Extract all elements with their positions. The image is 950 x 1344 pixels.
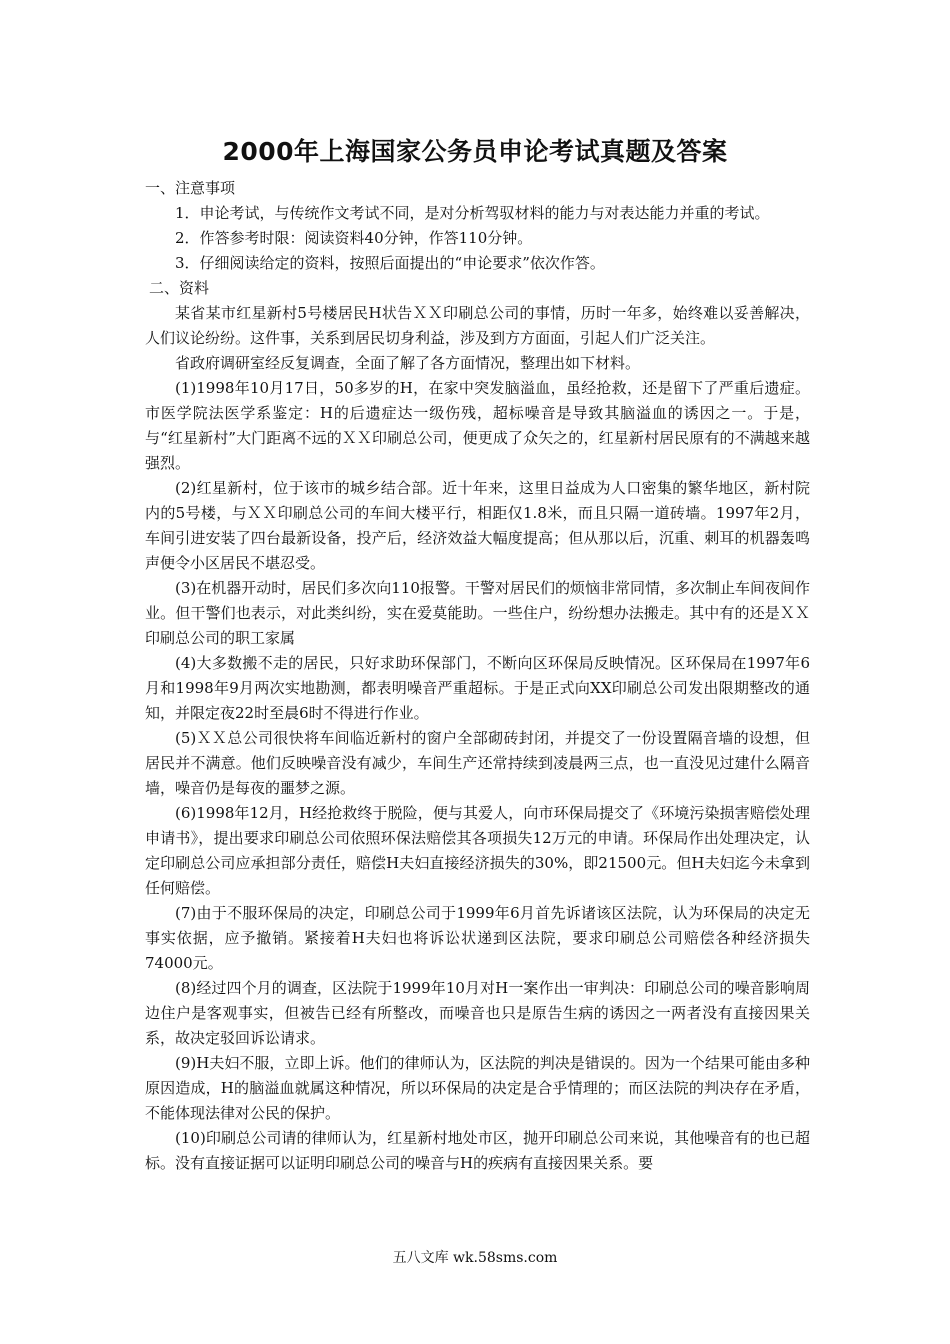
notice-item-1: 1．申论考试，与传统作文考试不同，是对分析驾驭材料的能力与对表达能力并重的考试。 xyxy=(175,204,770,222)
notice-item-2: 2．作答参考时限：阅读资料40分钟，作答110分钟。 xyxy=(175,229,533,247)
page-footer: 五八文库 wk.58sms.com xyxy=(392,1250,558,1266)
material-item-2: (2)红星新村，位于该市的城乡结合部。近十年来，这里日益成为人口密集的繁华地区，新村院内的5号楼，与ＸＸ印刷总公司的车间大楼平行，相距仅1.8米，而且只隔一道砖墙。1997年2月，车间引进安装了四台最新设备，投产后，经济效益大幅度提高；但从那以后，沉重、刺耳的机器轰鸣声便令小区居民不堪忍受。 xyxy=(145,479,810,572)
document-body xyxy=(145,176,810,1176)
material-item-3: (3)在机器开动时，居民们多次向110报警。干警对居民们的烦恼非常同情，多次制止车间夜间作业。但干警们也表示，对此类纠纷，实在爱莫能助。一些住户，纷纷想办法搬走。其中有的还是ＸＸ印刷总公司的职工家属 xyxy=(145,579,810,647)
material-summary: 省政府调研室经反复调查，全面了解了各方面情况，整理出如下材料。 xyxy=(175,354,641,372)
material-item-8: (8)经过四个月的调查，区法院于1999年10月对H一案作出一审判决：印刷总公司的噪音影响周边住户是客观事实，但被告已经有所整改，而噪音也只是原告生病的诱因之一两者没有直接因果关系，故决定驳回诉讼请求。 xyxy=(145,979,810,1047)
material-item-6: (6)1998年12月，H经抢救终于脱险，便与其爱人，向市环保局提交了《环境污染损害赔偿处理申请书》，提出要求印刷总公司依照环保法赔偿其各项损失12万元的申请。环保局作出处理决定，认定印刷总公司应承担部分责任，赔偿H夫妇直接经济损失的30%，即21500元。但H夫妇迄今未拿到任何赔偿。 xyxy=(145,804,810,897)
material-item-10: (10)印刷总公司请的律师认为，红星新村地处市区，抛开印刷总公司来说，其他噪音有的也已超标。没有直接证据可以证明印刷总公司的噪音与H的疾病有直接因果关系。要 xyxy=(145,1129,810,1172)
material-item-5: (5)ＸＸ总公司很快将车间临近新村的窗户全部砌砖封闭，并提交了一份设置隔音墙的设想，但居民并不满意。他们反映噪音没有减少，车间生产还常持续到凌晨两三点，也一直没见过建什么隔音墙，噪音仍是每夜的噩梦之源。 xyxy=(145,729,810,797)
section-heading-materials: 二、资料 xyxy=(149,279,210,297)
section-heading-notice: 一、注意事项 xyxy=(145,179,236,197)
material-intro: 某省某市红星新村5号楼居民H状告ＸＸ印刷总公司的事情，历时一年多，始终难以妥善解决，人们议论纷纷。这件事，关系到居民切身利益，涉及到方方面面，引起人们广泛关注。 xyxy=(145,304,810,347)
material-item-9: (9)H夫妇不服，立即上诉。他们的律师认为，区法院的判决是错误的。因为一个结果可能由多种原因造成，H的脑溢血就属这种情况，所以环保局的决定是合乎情理的；而区法院的判决存在矛盾，不能体现法律对公民的保护。 xyxy=(145,1054,810,1122)
material-item-7: (7)由于不服环保局的决定，印刷总公司于1999年6月首先诉诸该区法院，认为环保局的决定无事实依据，应予撤销。紧接着H夫妇也将诉讼状递到区法院，要求印刷总公司赔偿各种经济损失74000元。 xyxy=(145,904,810,972)
material-item-4: (4)大多数搬不走的居民，只好求助环保部门，不断向区环保局反映情况。区环保局在1997年6月和1998年9月两次实地勘测，都表明噪音严重超标。于是正式向XX印刷总公司发出限期整改的通知，并限定夜22时至晨6时不得进行作业。 xyxy=(145,654,810,722)
notice-item-3: 3．仔细阅读给定的资料，按照后面提出的“申论要求”依次作答。 xyxy=(175,254,605,272)
material-item-1: (1)1998年10月17日，50多岁的H，在家中突发脑溢血，虽经抢救，还是留下了严重后遗症。市医学院法医学系鉴定：H的后遗症达一级伤残，超标噪音是导致其脑溢血的诱因之一。于是，与“红星新村”大门距离不远的ＸＸ印刷总公司，便更成了众矢之的，红星新村居民原有的不满越来越强烈。 xyxy=(145,379,810,472)
document-title: 2000年上海国家公务员申论考试真题及答案 xyxy=(222,137,728,166)
